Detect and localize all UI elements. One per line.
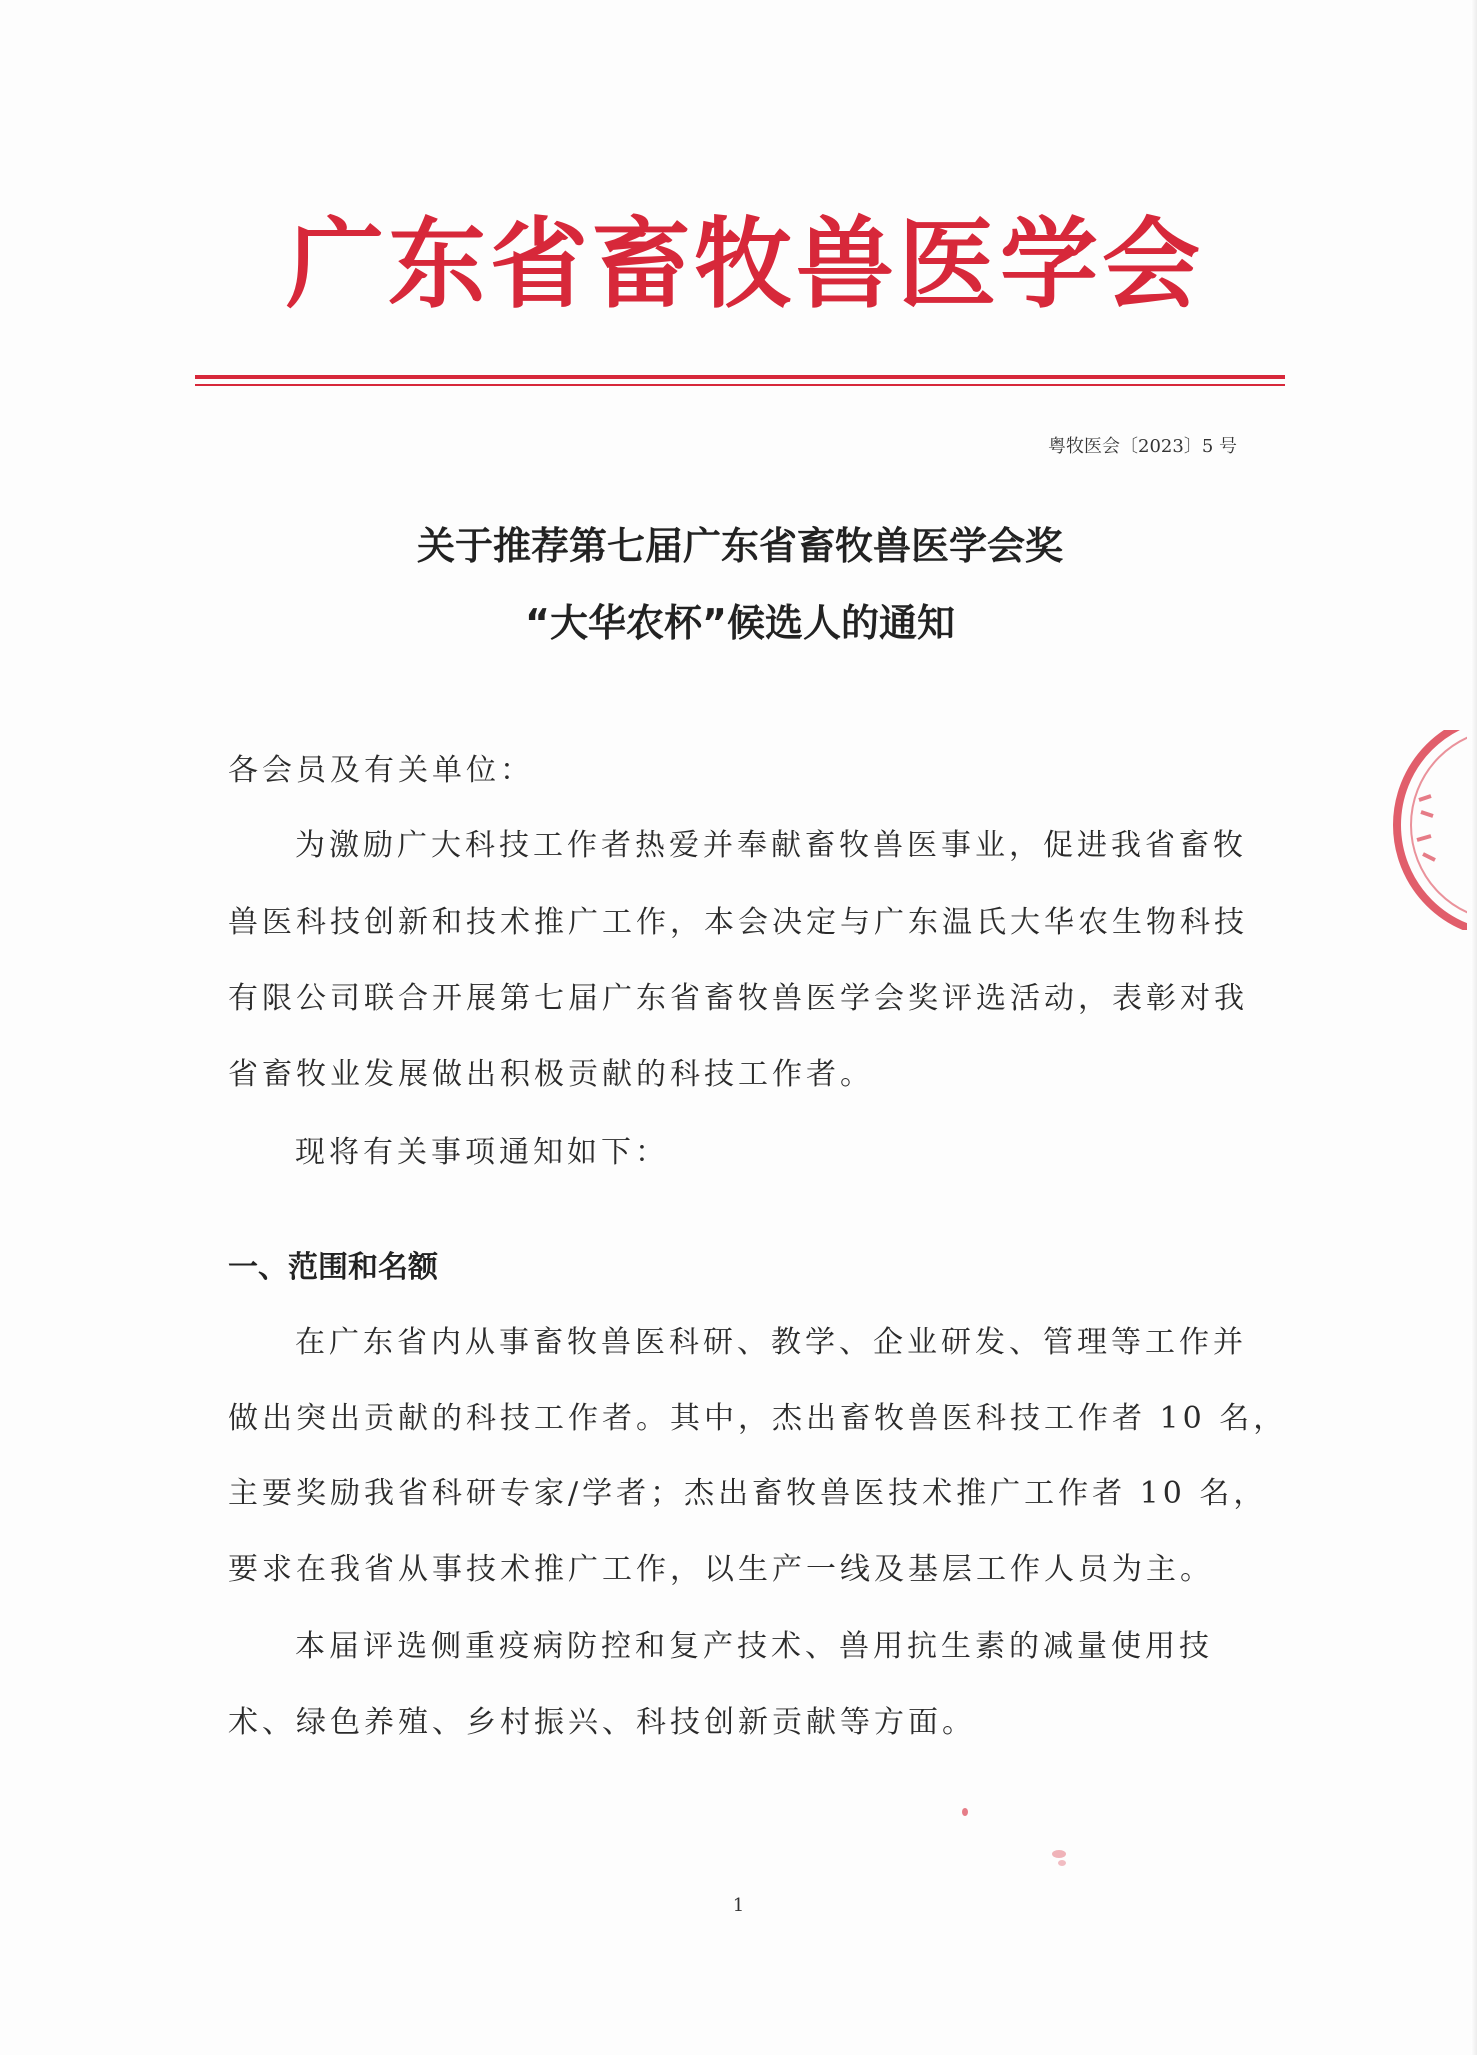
section-1-line: 在广东省内从事畜牧兽医科研、教学、企业研发、管理等工作并 — [295, 1325, 1247, 1360]
intro-line: 省畜牧业发展做出积极贡献的科技工作者。 — [228, 1057, 874, 1092]
section-1-line: 要求在我省从事技术推广工作，以生产一线及基层工作人员为主。 — [228, 1552, 1214, 1587]
title-line-1: 关于推荐第七届广东省畜牧兽医学会奖 — [416, 524, 1063, 568]
document-number: 粤牧医会〔2023〕5 号 — [1048, 436, 1237, 457]
section-1-line: 本届评选侧重疫病防控和复产技术、兽用抗生素的减量使用技 — [295, 1629, 1213, 1664]
scan-speck — [1058, 1860, 1066, 1866]
scan-speck — [1052, 1850, 1066, 1858]
intro-line: 兽医科技创新和技术推广工作，本会决定与广东温氏大华农生物科技 — [228, 905, 1248, 940]
letterhead-rule-thin — [195, 384, 1285, 386]
intro-line: 为激励广大科技工作者热爱并奉献畜牧兽医事业，促进我省畜牧 — [295, 828, 1247, 863]
intro-line: 有限公司联合开展第七届广东省畜牧兽医学会奖评选活动，表彰对我 — [228, 981, 1248, 1016]
section-1-heading: 一、范围和名额 — [228, 1250, 438, 1285]
scan-speck — [962, 1808, 968, 1816]
title-line-2: “大华农杯”候选人的通知 — [525, 601, 955, 645]
section-1-line: 术、绿色养殖、乡村振兴、科技创新贡献等方面。 — [228, 1705, 976, 1740]
letterhead-org-name: 广东省畜牧兽医学会 — [285, 207, 1204, 322]
section-1-line: 做出突出贡献的科技工作者。其中，杰出畜牧兽医科技工作者 10 名， — [228, 1401, 1288, 1436]
intro-notice: 现将有关事项通知如下： — [295, 1135, 669, 1170]
page-number: 1 — [732, 1895, 745, 1916]
official-seal-icon — [1357, 730, 1467, 930]
seal-graphic — [1357, 730, 1467, 930]
letterhead-rule-thick — [195, 375, 1285, 379]
salutation: 各会员及有关单位： — [228, 753, 534, 788]
section-1-line: 主要奖励我省科研专家/学者；杰出畜牧兽医技术推广工作者 10 名， — [228, 1476, 1268, 1511]
scan-edge-shadow — [1471, 0, 1477, 2055]
